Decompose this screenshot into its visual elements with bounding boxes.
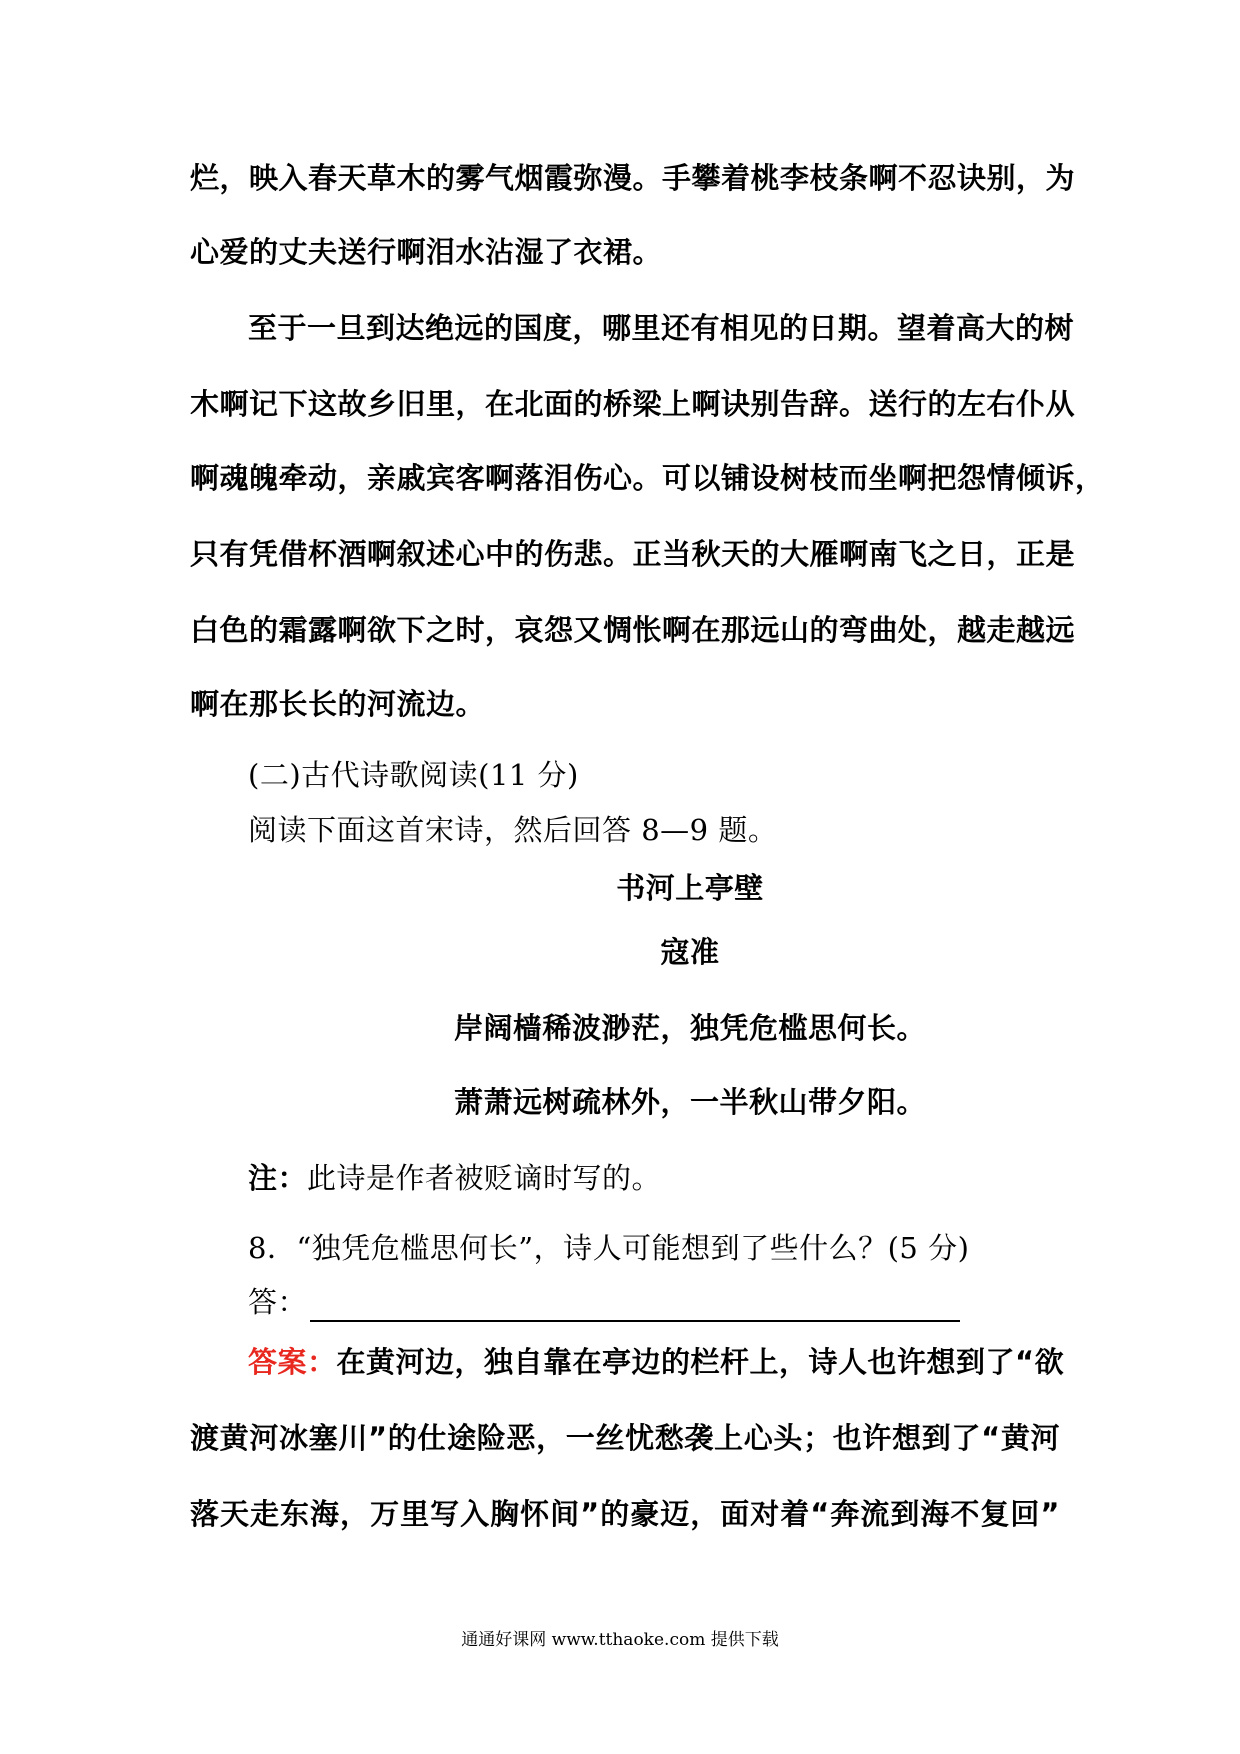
poem-author: 寇准: [660, 935, 720, 969]
answer-prompt: 答：: [248, 1285, 308, 1319]
page-footer: 通通好课网 www.tthaoke.com 提供下载: [461, 1630, 779, 1650]
answer-blank-line[interactable]: [310, 1320, 960, 1322]
poem-title: 书河上亭壁: [616, 871, 764, 905]
section-instruction: 阅读下面这首宋诗，然后回答 8—9 题。: [248, 813, 778, 847]
question-8: 8．“独凭危槛思何长”，诗人可能想到了些什么？(5 分): [248, 1231, 970, 1265]
note-label: 注：: [248, 1161, 308, 1195]
poem-verse-1: 岸阔樯稀波渺茫，独凭危槛思何长。: [453, 1011, 926, 1045]
translation-line-2: 心爱的丈夫送行啊泪水沾湿了衣裙。: [190, 235, 663, 269]
translation-line-5: 啊魂魄牵动，亲戚宾客啊落泪伤心。可以铺设树枝而坐啊把怨情倾诉，: [190, 461, 1105, 495]
poem-note: [248, 1158, 1060, 1198]
poem-verse-2: 萧萧远树疏林外，一半秋山带夕阳。: [453, 1085, 926, 1119]
answer-text-1: 在黄河边，独自靠在亭边的栏杆上，诗人也许想到了“欲: [336, 1345, 1065, 1379]
translation-line-4: 木啊记下这故乡旧里，在北面的桥梁上啊诀别告辞。送行的左右仆从: [190, 387, 1076, 421]
answer-line-1: [248, 1342, 1065, 1382]
translation-line-1: 烂，映入春天草木的雾气烟霞弥漫。手攀着桃李枝条啊不忍诀别，为: [190, 161, 1076, 195]
answer-line-3: 落天走东海，万里写入胸怀间”的豪迈，面对着“奔流到海不复回”: [190, 1497, 1060, 1531]
answer-line-2: 渡黄河冰塞川”的仕途险恶，一丝忧愁袭上心头；也许想到了“黄河: [190, 1421, 1060, 1455]
translation-line-8: 啊在那长长的河流边。: [190, 687, 486, 721]
translation-line-6: 只有凭借杯酒啊叙述心中的伤悲。正当秋天的大雁啊南飞之日，正是: [190, 537, 1076, 571]
translation-line-3: 至于一旦到达绝远的国度，哪里还有相见的日期。望着高大的树: [248, 311, 1075, 345]
answer-label: 答案：: [248, 1345, 337, 1379]
note-text: 此诗是作者被贬谪时写的。: [307, 1161, 662, 1195]
section-heading: (二)古代诗歌阅读(11 分): [248, 758, 579, 792]
translation-line-7: 白色的霜露啊欲下之时，哀怨又惆怅啊在那远山的弯曲处，越走越远: [190, 613, 1076, 647]
